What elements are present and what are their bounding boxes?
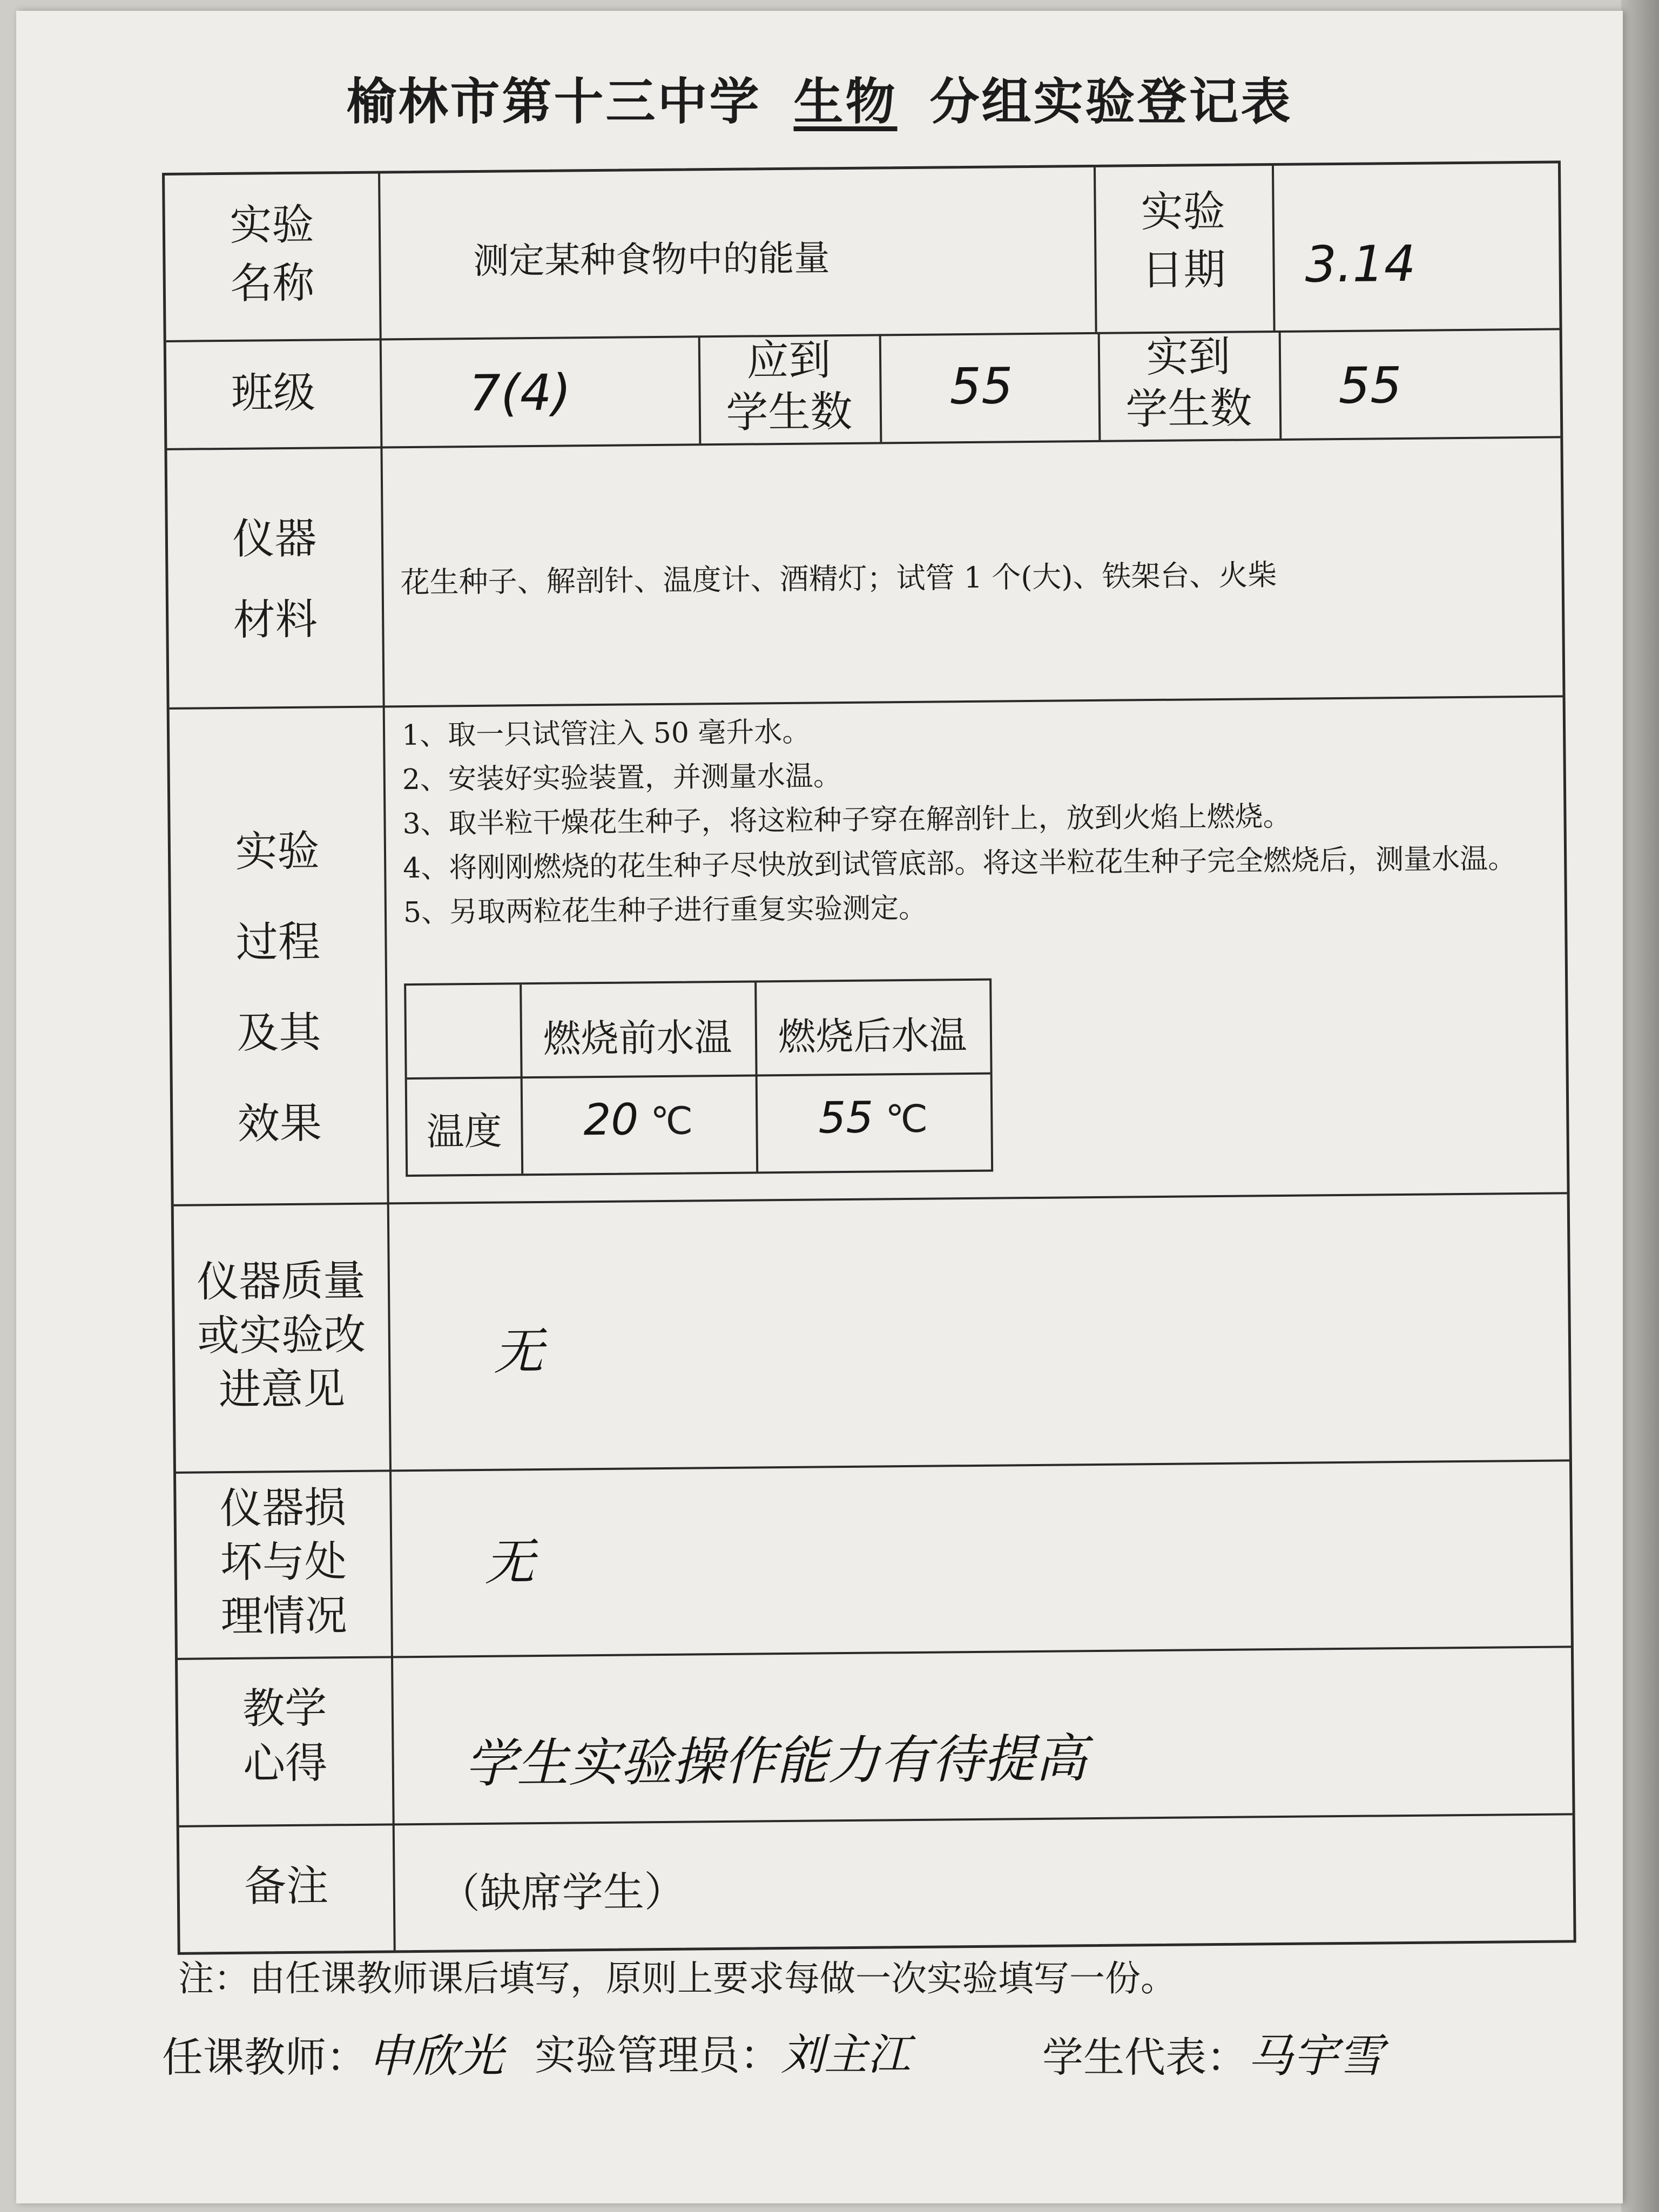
procedure-step: 2、安装好实验装置，并测量水温。 <box>402 760 842 797</box>
admin-signature <box>535 2020 911 2082</box>
temperature-table <box>404 979 993 1177</box>
experiment-name-label: 实验 名称 <box>229 200 315 308</box>
temp-unit: ℃ <box>885 1096 928 1142</box>
temp-after-cell <box>756 1091 991 1144</box>
temp-unit: ℃ <box>650 1098 693 1144</box>
remarks-value: （缺席学生） <box>439 1867 686 1918</box>
row-divider <box>167 436 1560 450</box>
form-sheet <box>16 11 1623 2203</box>
row-divider <box>178 1645 1571 1660</box>
procedure-steps <box>402 704 1548 935</box>
suggestions-label: 仪器质量 或实验改 进意见 <box>197 1256 366 1415</box>
rep-label: 学生代表： <box>1042 2033 1247 2081</box>
row-divider <box>174 1192 1567 1206</box>
background-edge <box>1621 0 1659 2212</box>
actual-students-value: 55 <box>1338 356 1402 415</box>
row-divider <box>176 1459 1569 1474</box>
materials-value: 花生种子、解剖针、温度计、酒精灯；试管 1 个(大)、铁架台、火柴 <box>400 558 1277 600</box>
admin-name: 刘主江 <box>781 2029 911 2080</box>
title-school: 榆林市第十三中学 <box>346 73 761 131</box>
materials-label: 仪器 材料 <box>232 514 318 645</box>
teaching-reflection-value: 学生实验操作能力有待提高 <box>464 1728 1088 1795</box>
teacher-name: 申欣光 <box>367 2029 504 2082</box>
temp-after-value: 55 <box>818 1092 874 1143</box>
experiment-date-label: 实验 日期 <box>1141 187 1226 295</box>
page-title <box>16 62 1623 133</box>
temperature-row-label: 温度 <box>426 1109 502 1154</box>
damage-label: 仪器损 坏与处 理情况 <box>219 1483 348 1642</box>
footer-note: 注：由任课教师课后填写，原则上要求每做一次实验填写一份。 <box>178 1958 1176 1999</box>
title-subject: 生物 <box>793 73 898 131</box>
title-rest: 分组实验登记表 <box>929 73 1293 131</box>
damage-value: 无 <box>484 1533 535 1591</box>
procedure-step: 5、另取两粒花生种子进行重复实验测定。 <box>403 892 927 929</box>
experiment-date-value: 3.14 <box>1305 234 1416 294</box>
student-rep-signature <box>1042 2020 1384 2085</box>
admin-label: 实验管理员： <box>535 2031 781 2079</box>
remarks-label: 备注 <box>244 1862 329 1911</box>
header-before-burning: 燃烧前水温 <box>543 1015 732 1061</box>
procedure-step: 4、将刚刚燃烧的花生种子尽快放到试管底部。将这半粒花生种子完全燃烧后，测量水温。 <box>402 842 1516 885</box>
row-divider <box>179 1813 1573 1827</box>
teacher-label: 任课教师： <box>162 2033 367 2081</box>
expected-students-value: 55 <box>949 357 1014 416</box>
rep-name: 马宇雪 <box>1247 2029 1384 2082</box>
class-value: 7(4) <box>469 363 571 423</box>
teacher-signature <box>162 2020 503 2085</box>
temp-before-value: 20 <box>583 1094 639 1145</box>
header-after-burning: 燃烧后水温 <box>778 1013 967 1060</box>
actual-students-label: 实到 学生数 <box>1125 332 1252 434</box>
registration-table <box>162 160 1576 1954</box>
procedure-step: 3、取半粒干燥花生种子，将这粒种子穿在解剖针上，放到火焰上燃烧。 <box>402 800 1291 841</box>
expected-students-label: 应到 学生数 <box>726 336 853 437</box>
class-label: 班级 <box>231 368 316 418</box>
experiment-name-value: 测定某种食物中的能量 <box>473 237 830 282</box>
teaching-reflection-label: 教学 心得 <box>242 1684 328 1789</box>
suggestions-value: 无 <box>493 1322 544 1381</box>
process-label: 实验 过程 及其 效果 <box>235 827 322 1149</box>
procedure-step: 1、取一只试管注入 50 毫升水。 <box>401 716 811 752</box>
temp-before-cell <box>521 1093 756 1145</box>
